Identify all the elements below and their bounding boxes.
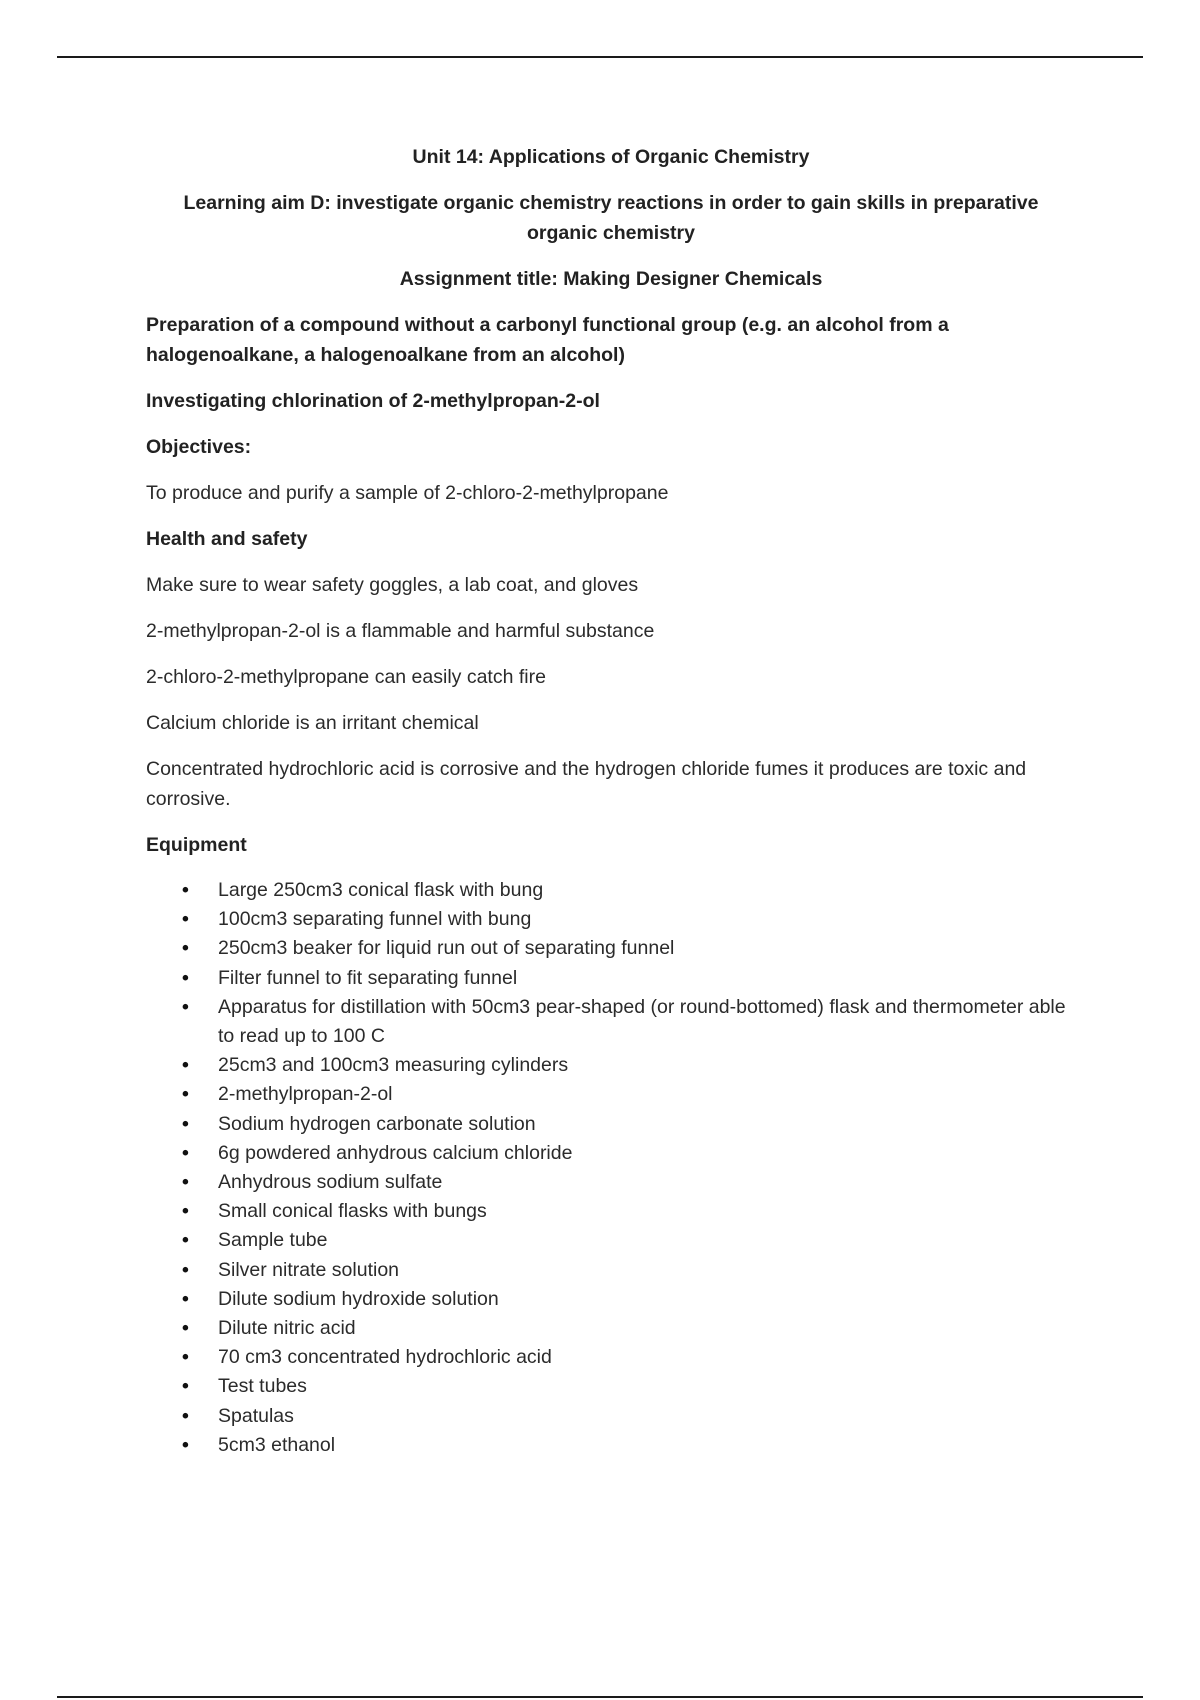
bullet-icon: •: [182, 908, 189, 931]
equipment-item-label: Large 250cm3 conical flask with bung: [218, 879, 544, 901]
equipment-item: [146, 1226, 1076, 1255]
bullet-icon: •: [182, 1083, 189, 1106]
equipment-item: [146, 1402, 1076, 1431]
health-item: Concentrated hydrochloric acid is corrosive and the hydrogen chloride fumes it produces are toxic and corrosive.: [146, 758, 1027, 810]
bullet-icon: •: [182, 1287, 189, 1310]
objectives-text: To produce and purify a sample of 2-chloro-2-methylpropane: [146, 482, 669, 504]
equipment-list: [146, 876, 1076, 1460]
equipment-item: [146, 1343, 1076, 1372]
equipment-item-label: Anhydrous sodium sulfate: [218, 1171, 443, 1194]
bullet-icon: •: [182, 1200, 189, 1223]
equipment-item-label: 25cm3 and 100cm3 measuring cylinders: [218, 1054, 569, 1077]
unit-title: Unit 14: Applications of Organic Chemistry: [412, 146, 810, 168]
bullet-icon: •: [182, 1404, 189, 1427]
bullet-icon: •: [182, 937, 189, 960]
equipment-item-label: 5cm3 ethanol: [218, 1433, 336, 1456]
bullet-icon: •: [182, 1141, 189, 1164]
health-item: Calcium chloride is an irritant chemical: [146, 712, 479, 734]
bullet-icon: •: [182, 995, 189, 1018]
equipment-item: [146, 1285, 1076, 1314]
document-body: [146, 142, 1076, 1460]
health-item: Make sure to wear safety goggles, a lab coat, and gloves: [146, 574, 639, 596]
bullet-icon: •: [182, 1346, 189, 1369]
bullet-icon: •: [182, 1054, 189, 1077]
equipment-item-label: Dilute sodium hydroxide solution: [218, 1287, 499, 1310]
equipment-item-label: 100cm3 separating funnel with bung: [218, 908, 532, 931]
equipment-item: [146, 1314, 1076, 1343]
equipment-item: [146, 1168, 1076, 1197]
equipment-item: [146, 1051, 1076, 1080]
investigation-heading: Investigating chlorination of 2-methylpropan-2-ol: [146, 390, 600, 412]
equipment-item: [146, 1139, 1076, 1168]
equipment-item: [146, 1080, 1076, 1109]
equipment-item-label: 6g powdered anhydrous calcium chloride: [218, 1141, 573, 1164]
equipment-item: [146, 1372, 1076, 1401]
health-item: 2-chloro-2-methylpropane can easily catch fire: [146, 666, 546, 688]
bottom-rule: [57, 1696, 1143, 1698]
bullet-icon: •: [182, 1317, 189, 1340]
equipment-item-label: 250cm3 beaker for liquid run out of separating funnel: [218, 937, 675, 960]
bullet-icon: •: [182, 1171, 189, 1194]
equipment-item-label: Sample tube: [218, 1229, 328, 1252]
assignment-title: Assignment title: Making Designer Chemicals: [399, 268, 823, 290]
top-rule: [57, 56, 1143, 58]
equipment-heading: Equipment: [146, 834, 247, 856]
equipment-item-label: Small conical flasks with bungs: [218, 1200, 487, 1223]
learning-aim: Learning aim D: investigate organic chemistry reactions in order to gain skills in preparative organic chemistry: [183, 192, 1039, 244]
equipment-item: [146, 1197, 1076, 1226]
bullet-icon: •: [182, 966, 189, 989]
equipment-item: [146, 934, 1076, 963]
equipment-item: [146, 905, 1076, 934]
equipment-item-label: 2-methylpropan-2-ol: [218, 1083, 393, 1106]
preparation-heading: Preparation of a compound without a carbonyl functional group (e.g. an alcohol from a halogenoalkane, a halogenoalkane from an alcohol): [146, 314, 949, 366]
bullet-icon: •: [182, 1258, 189, 1281]
equipment-item: [146, 1431, 1076, 1460]
equipment-item: [146, 993, 1076, 1051]
equipment-item: [146, 1110, 1076, 1139]
equipment-item: [146, 876, 1076, 905]
equipment-item-label: Spatulas: [218, 1404, 294, 1427]
bullet-icon: •: [182, 1433, 189, 1456]
bullet-icon: •: [182, 1229, 189, 1252]
equipment-item-label: 70 cm3 concentrated hydrochloric acid: [218, 1346, 552, 1369]
equipment-item: [146, 964, 1076, 993]
equipment-item-label: Filter funnel to fit separating funnel: [218, 966, 518, 989]
equipment-item-label: Apparatus for distillation with 50cm3 pear-shaped (or round-bottomed) flask and thermometer able to read up to 100 C: [218, 995, 1066, 1048]
equipment-item: [146, 1256, 1076, 1285]
bullet-icon: •: [182, 1375, 189, 1398]
bullet-icon: •: [182, 1112, 189, 1135]
health-safety-heading: Health and safety: [146, 528, 308, 550]
equipment-item-label: Test tubes: [218, 1375, 307, 1398]
objectives-heading: Objectives:: [146, 436, 252, 458]
bullet-icon: •: [182, 879, 189, 901]
health-item: 2-methylpropan-2-ol is a flammable and harmful substance: [146, 620, 655, 642]
equipment-item-label: Silver nitrate solution: [218, 1258, 400, 1281]
equipment-item-label: Sodium hydrogen carbonate solution: [218, 1112, 536, 1135]
equipment-item-label: Dilute nitric acid: [218, 1317, 356, 1340]
